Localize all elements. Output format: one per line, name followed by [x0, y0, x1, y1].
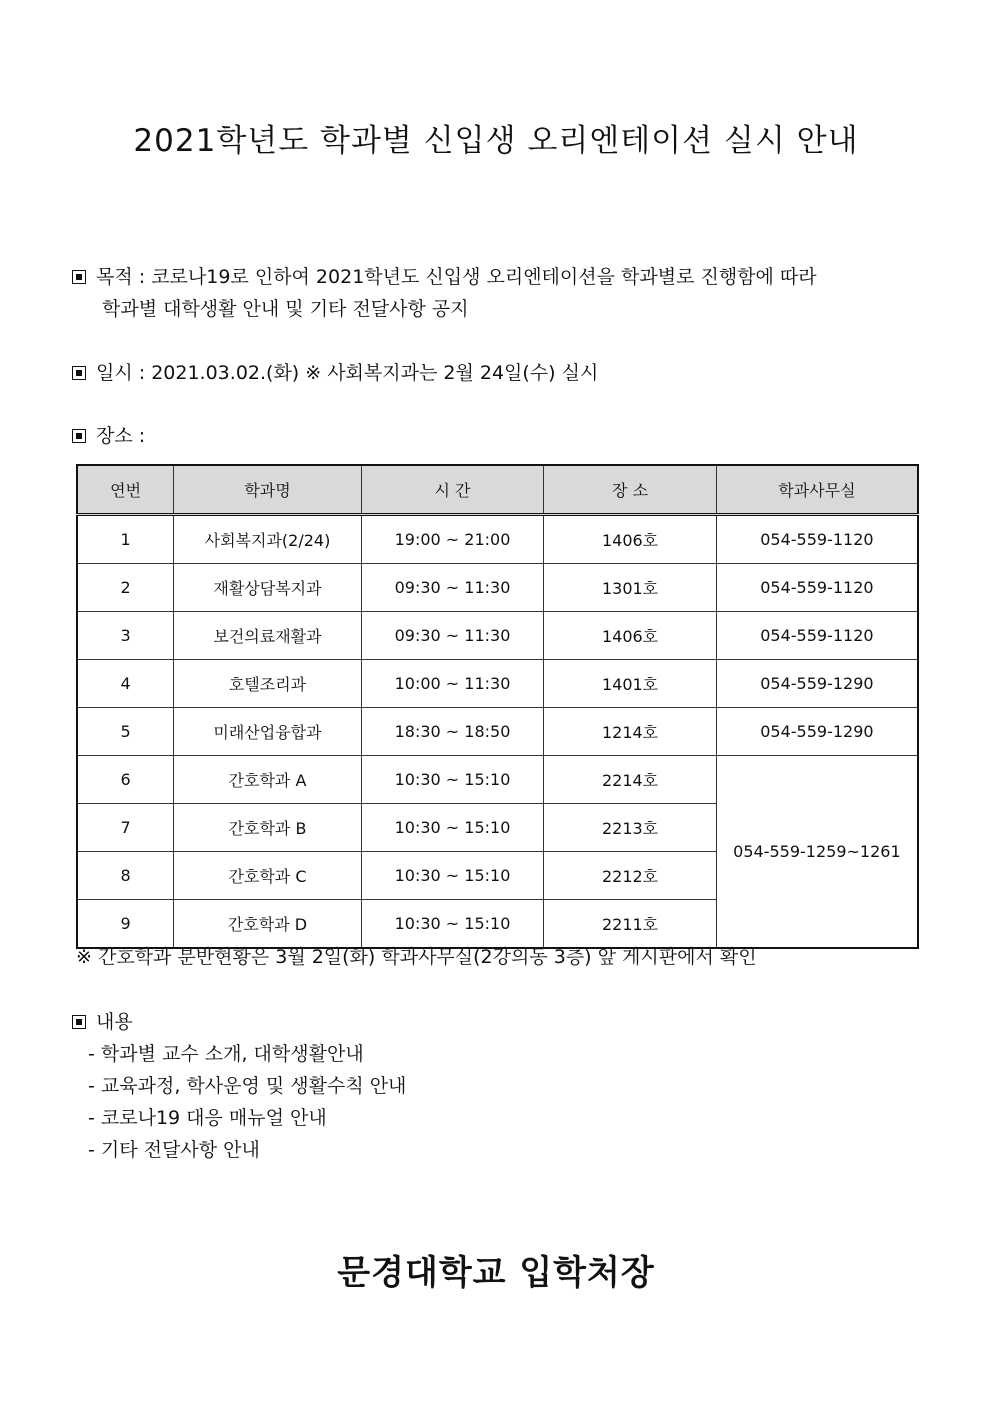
table-row [77, 660, 918, 708]
purpose-section: 목적 : 코로나19로 인하여 2021학년도 신입생 오리엔테이션을 학과별로 진행함에 따라 학과별 대학생활 안내 및 기타 전달사항 공지 [72, 261, 932, 325]
cell-no: 6 [77, 756, 174, 804]
cell-dept: 미래산업융합과 [174, 708, 362, 756]
date-section: 일시 : 2021.03.02.(화) ※ 사회복지과는 2월 24일(수) 실시 [72, 357, 932, 389]
cell-no: 1 [77, 515, 174, 564]
cell-no: 8 [77, 852, 174, 900]
nursing-note: ※ 간호학과 분반현황은 3월 2일(화) 학과사무실(2강의동 3층) 앞 게시판에서 확인 [76, 946, 757, 968]
header-no: 연번 [77, 465, 174, 515]
cell-nursing-phone: 054-559-1259~1261 [716, 756, 918, 949]
page-title: 2021학년도 학과별 신입생 오리엔테이션 실시 안내 [133, 123, 859, 159]
cell-phone: 054-559-1290 [716, 708, 918, 756]
header-time: 시 간 [361, 465, 544, 515]
square-bullet-icon [72, 1015, 86, 1029]
cell-dept: 호텔조리과 [174, 660, 362, 708]
header-room: 장 소 [544, 465, 717, 515]
place-section: 장소 : [72, 420, 932, 452]
cell-no: 5 [77, 708, 174, 756]
cell-phone: 054-559-1120 [716, 564, 918, 612]
cell-room: 1406호 [544, 612, 717, 660]
purpose-label: 목적 [96, 266, 133, 288]
cell-no: 4 [77, 660, 174, 708]
square-bullet-icon [72, 429, 86, 443]
list-item: - 기타 전달사항 안내 [88, 1134, 406, 1166]
cell-room: 1401호 [544, 660, 717, 708]
cell-room: 2214호 [544, 756, 717, 804]
cell-time: 19:00 ~ 21:00 [361, 515, 544, 564]
cell-dept: 간호학과 B [174, 804, 362, 852]
list-item: - 교육과정, 학사운영 및 생활수칙 안내 [88, 1070, 406, 1102]
cell-phone: 054-559-1120 [716, 612, 918, 660]
square-bullet-icon [72, 366, 86, 380]
cell-dept: 보건의료재활과 [174, 612, 362, 660]
cell-time: 09:30 ~ 11:30 [361, 564, 544, 612]
cell-room: 1301호 [544, 564, 717, 612]
cell-dept: 간호학과 D [174, 900, 362, 949]
cell-room: 2211호 [544, 900, 717, 949]
schedule-table [76, 464, 919, 949]
content-label: 내용 [96, 1011, 133, 1033]
issuer-signature: 문경대학교 입학처장 [337, 1253, 655, 1293]
list-item: - 학과별 교수 소개, 대학생활안내 [88, 1038, 406, 1070]
header-office: 학과사무실 [716, 465, 918, 515]
cell-time: 18:30 ~ 18:50 [361, 708, 544, 756]
list-item: - 코로나19 대응 매뉴얼 안내 [88, 1102, 406, 1134]
table-row [77, 564, 918, 612]
table-row [77, 756, 918, 804]
cell-dept: 사회복지과(2/24) [174, 515, 362, 564]
cell-room: 2213호 [544, 804, 717, 852]
cell-no: 3 [77, 612, 174, 660]
date-label: 일시 [96, 362, 133, 384]
purpose-line1: 코로나19로 인하여 2021학년도 신입생 오리엔테이션을 학과별로 진행함에 따라 [151, 266, 817, 288]
table-header-row [77, 465, 918, 515]
cell-time: 10:30 ~ 15:10 [361, 756, 544, 804]
table-row [77, 708, 918, 756]
cell-no: 2 [77, 564, 174, 612]
cell-no: 7 [77, 804, 174, 852]
square-bullet-icon [72, 270, 86, 284]
date-value: 2021.03.02.(화) ※ 사회복지과는 2월 24일(수) 실시 [151, 362, 599, 384]
cell-no: 9 [77, 900, 174, 949]
place-label: 장소 [96, 425, 133, 447]
cell-time: 10:30 ~ 15:10 [361, 804, 544, 852]
cell-dept: 간호학과 C [174, 852, 362, 900]
cell-phone: 054-559-1290 [716, 660, 918, 708]
cell-time: 10:00 ~ 11:30 [361, 660, 544, 708]
cell-time: 10:30 ~ 15:10 [361, 900, 544, 949]
header-dept: 학과명 [174, 465, 362, 515]
cell-dept: 간호학과 A [174, 756, 362, 804]
cell-phone: 054-559-1120 [716, 515, 918, 564]
purpose-line2: 학과별 대학생활 안내 및 기타 전달사항 공지 [102, 298, 469, 320]
cell-room: 2212호 [544, 852, 717, 900]
content-section [72, 1006, 932, 1038]
table-row [77, 515, 918, 564]
cell-room: 1406호 [544, 515, 717, 564]
table-row [77, 612, 918, 660]
cell-room: 1214호 [544, 708, 717, 756]
content-list [88, 1038, 406, 1166]
cell-time: 09:30 ~ 11:30 [361, 612, 544, 660]
cell-time: 10:30 ~ 15:10 [361, 852, 544, 900]
cell-dept: 재활상담복지과 [174, 564, 362, 612]
